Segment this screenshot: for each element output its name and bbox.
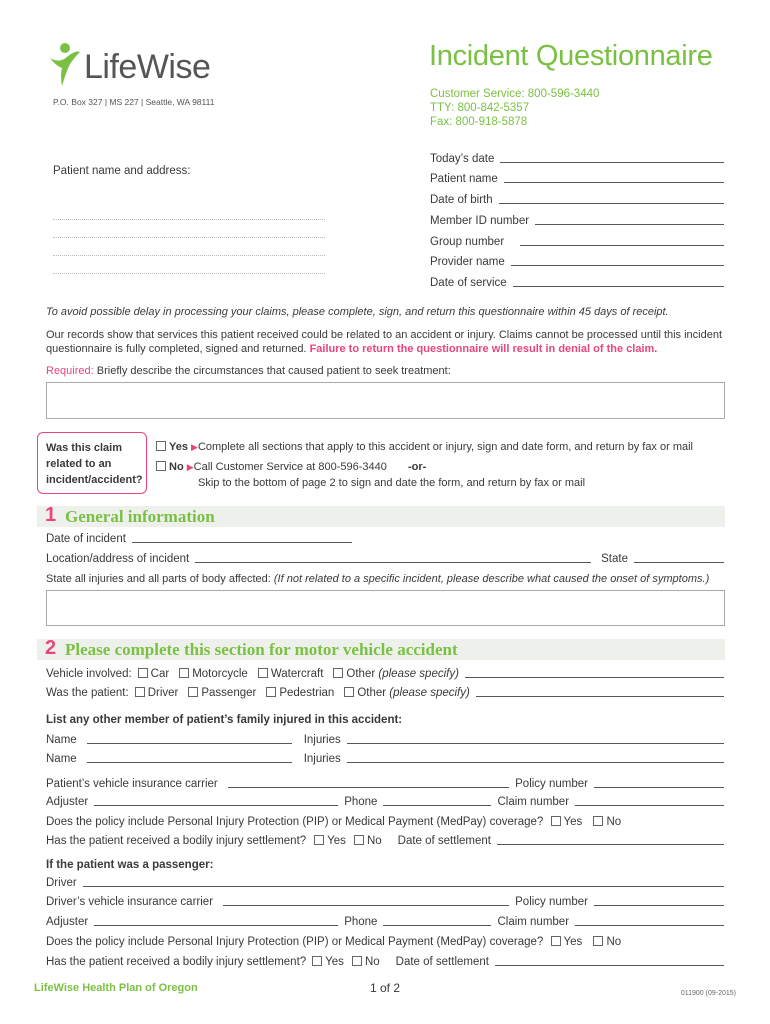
date-of-service-input[interactable] xyxy=(513,286,724,287)
family-injuries-input[interactable] xyxy=(347,743,724,744)
driver-checkbox[interactable] xyxy=(135,687,145,697)
section2-number: 2 xyxy=(45,637,57,659)
patient-adjuster-input[interactable] xyxy=(94,805,338,806)
tty: TTY: 800-842-5357 xyxy=(430,102,530,114)
records-warning: Failure to return the questionnaire will result in denial of the claim. xyxy=(309,343,658,355)
claim-yes-row: Yes ▶Complete all sections that apply to this accident or injury, sign and date form, and return by fax or mail xyxy=(156,441,693,453)
form-code: 011900 (09-2015) xyxy=(680,990,736,997)
injuries-description: State all injuries and all parts of body affected: (If not related to a specific incident, please describe what caused the onset of symptoms.) xyxy=(46,573,710,585)
patient-phone-input[interactable] xyxy=(383,805,491,806)
role-other-input[interactable] xyxy=(476,696,724,697)
role-other-checkbox[interactable] xyxy=(344,687,354,697)
patient-name-input[interactable] xyxy=(504,182,724,183)
claim-question-box: Was this claim related to an incident/accident? xyxy=(37,432,147,494)
todays-date-input[interactable] xyxy=(500,162,724,163)
claim-yes-checkbox[interactable] xyxy=(156,441,166,451)
arrow-right-icon: ▶ xyxy=(186,462,194,472)
patient-address-line[interactable] xyxy=(53,219,325,220)
claim-no-row: No ▶Call Customer Service at 800-596-3440 -or- xyxy=(156,461,426,473)
settlement-no-checkbox[interactable] xyxy=(354,835,364,845)
group-number-input[interactable] xyxy=(520,245,724,246)
date-of-birth-input[interactable] xyxy=(499,203,724,204)
family-injuries-input[interactable] xyxy=(347,762,724,763)
driver-pip-no-checkbox[interactable] xyxy=(593,936,603,946)
member-id-input[interactable] xyxy=(535,224,724,225)
logo xyxy=(48,42,238,90)
driver-adjuster-row: Adjuster Phone Claim number xyxy=(46,915,724,929)
driver-settlement-no-checkbox[interactable] xyxy=(352,956,362,966)
required-label: Required: xyxy=(46,365,94,377)
vehicle-involved-row: Vehicle involved: Car Motorcycle Watercraft Other (please specify) xyxy=(46,667,724,681)
settlement-date-input[interactable] xyxy=(497,844,724,845)
location-input[interactable] xyxy=(195,562,591,563)
driver-input[interactable] xyxy=(83,886,724,887)
vehicle-other-input[interactable] xyxy=(465,677,724,678)
driver-row: Driver xyxy=(46,876,724,890)
patient-settlement-row: Has the patient received a bodily injury settlement? Yes No Date of settlement xyxy=(46,834,724,848)
driver-settlement-yes-checkbox[interactable] xyxy=(312,956,322,966)
driver-settlement-row: Has the patient received a bodily injury settlement? Yes No Date of settlement xyxy=(46,955,724,969)
patient-name-address-label: Patient name and address: xyxy=(53,165,191,177)
section2-title: Please complete this section for motor vehicle accident xyxy=(65,640,458,659)
state-input[interactable] xyxy=(634,562,724,563)
driver-settlement-date-input[interactable] xyxy=(495,965,724,966)
todays-date-field: Today’s date xyxy=(430,152,724,166)
notice-text: To avoid possible delay in processing your claims, please complete, sign, and return this questionnaire within 45 days of receipt. xyxy=(46,306,669,318)
patient-name-field: Patient name xyxy=(430,172,724,186)
circumstances-textarea[interactable] xyxy=(46,382,725,419)
date-of-incident-field: Date of incident xyxy=(46,532,358,546)
driver-phone-input[interactable] xyxy=(383,925,491,926)
location-field: Location/address of incident State xyxy=(46,552,724,566)
provider-name-field: Provider name xyxy=(430,255,724,269)
driver-adjuster-input[interactable] xyxy=(94,925,338,926)
injuries-textarea[interactable] xyxy=(46,590,725,626)
page-number: 1 of 2 xyxy=(370,981,401,995)
section1-header xyxy=(37,506,725,527)
motorcycle-checkbox[interactable] xyxy=(179,668,189,678)
customer-service: Customer Service: 800-596-3440 xyxy=(430,88,600,100)
settlement-yes-checkbox[interactable] xyxy=(314,835,324,845)
driver-carrier-input[interactable] xyxy=(223,905,509,906)
member-id-field: Member ID number xyxy=(430,214,724,228)
section1-number: 1 xyxy=(45,504,57,526)
patient-role-row: Was the patient: Driver Passenger Pedestrian Other (please specify) xyxy=(46,686,724,700)
driver-pip-yes-checkbox[interactable] xyxy=(551,936,561,946)
driver-claim-input[interactable] xyxy=(575,925,724,926)
section2-header xyxy=(37,639,725,660)
family-member-row: Name Injuries xyxy=(46,733,724,747)
claim-no-checkbox[interactable] xyxy=(156,461,166,471)
section1-title: General information xyxy=(65,507,215,526)
patient-address-line[interactable] xyxy=(53,255,325,256)
lifewise-figure-icon xyxy=(48,42,82,88)
page-title: Incident Questionnaire xyxy=(429,40,713,72)
family-name-input[interactable] xyxy=(87,762,292,763)
patient-pip-row: Does the policy include Personal Injury Protection (PIP) or Medical Payment (MedPay) coverage? Yes No xyxy=(46,816,622,828)
family-name-input[interactable] xyxy=(87,743,292,744)
pip-yes-checkbox[interactable] xyxy=(551,816,561,826)
date-of-birth-field: Date of birth xyxy=(430,193,724,207)
patient-address-line[interactable] xyxy=(53,273,325,274)
arrow-right-icon: ▶ xyxy=(191,442,198,452)
claim-no-instructions: Skip to the bottom of page 2 to sign and date the form, and return by fax or mail xyxy=(198,477,586,489)
mailing-address: P.O. Box 327 | MS 227 | Seattle, WA 98111 xyxy=(53,97,215,107)
provider-name-input[interactable] xyxy=(511,265,724,266)
car-checkbox[interactable] xyxy=(138,668,148,678)
vehicle-other-checkbox[interactable] xyxy=(333,668,343,678)
footer-plan-name: LifeWise Health Plan of Oregon xyxy=(34,982,198,994)
patient-carrier-input[interactable] xyxy=(228,787,509,788)
patient-adjuster-row: Adjuster Phone Claim number xyxy=(46,795,724,809)
group-number-field: Group number xyxy=(430,235,724,249)
patient-policy-input[interactable] xyxy=(594,787,724,788)
family-heading: List any other member of patient’s family injured in this accident: xyxy=(46,714,403,726)
fax: Fax: 800-918-5878 xyxy=(430,116,528,128)
passenger-checkbox[interactable] xyxy=(188,687,198,697)
date-of-service-field: Date of service xyxy=(430,276,724,290)
family-member-row: Name Injuries xyxy=(46,752,724,766)
patient-carrier-row: Patient’s vehicle insurance carrier Policy number xyxy=(46,777,724,791)
passenger-heading: If the patient was a passenger: xyxy=(46,859,214,871)
date-of-incident-input[interactable] xyxy=(132,542,352,543)
driver-policy-input[interactable] xyxy=(594,905,724,906)
records-text: Our records show that services this patient received could be related to an accident or injury. Claims cannot be processed until this incident questionnaire is fully completed, signed and returned. Failure to return the questionnaire will result in denial of the claim. xyxy=(46,329,723,355)
driver-pip-row: Does the policy include Personal Injury Protection (PIP) or Medical Payment (MedPay) coverage? Yes No xyxy=(46,936,622,948)
patient-claim-input[interactable] xyxy=(575,805,724,806)
driver-carrier-row: Driver’s vehicle insurance carrier Policy number xyxy=(46,895,724,909)
required-line: Required: Briefly describe the circumstances that caused patient to seek treatment: xyxy=(46,365,451,377)
pedestrian-checkbox[interactable] xyxy=(266,687,276,697)
patient-address-line[interactable] xyxy=(53,237,325,238)
logo-text: LifeWise xyxy=(84,48,211,86)
watercraft-checkbox[interactable] xyxy=(258,668,268,678)
pip-no-checkbox[interactable] xyxy=(593,816,603,826)
